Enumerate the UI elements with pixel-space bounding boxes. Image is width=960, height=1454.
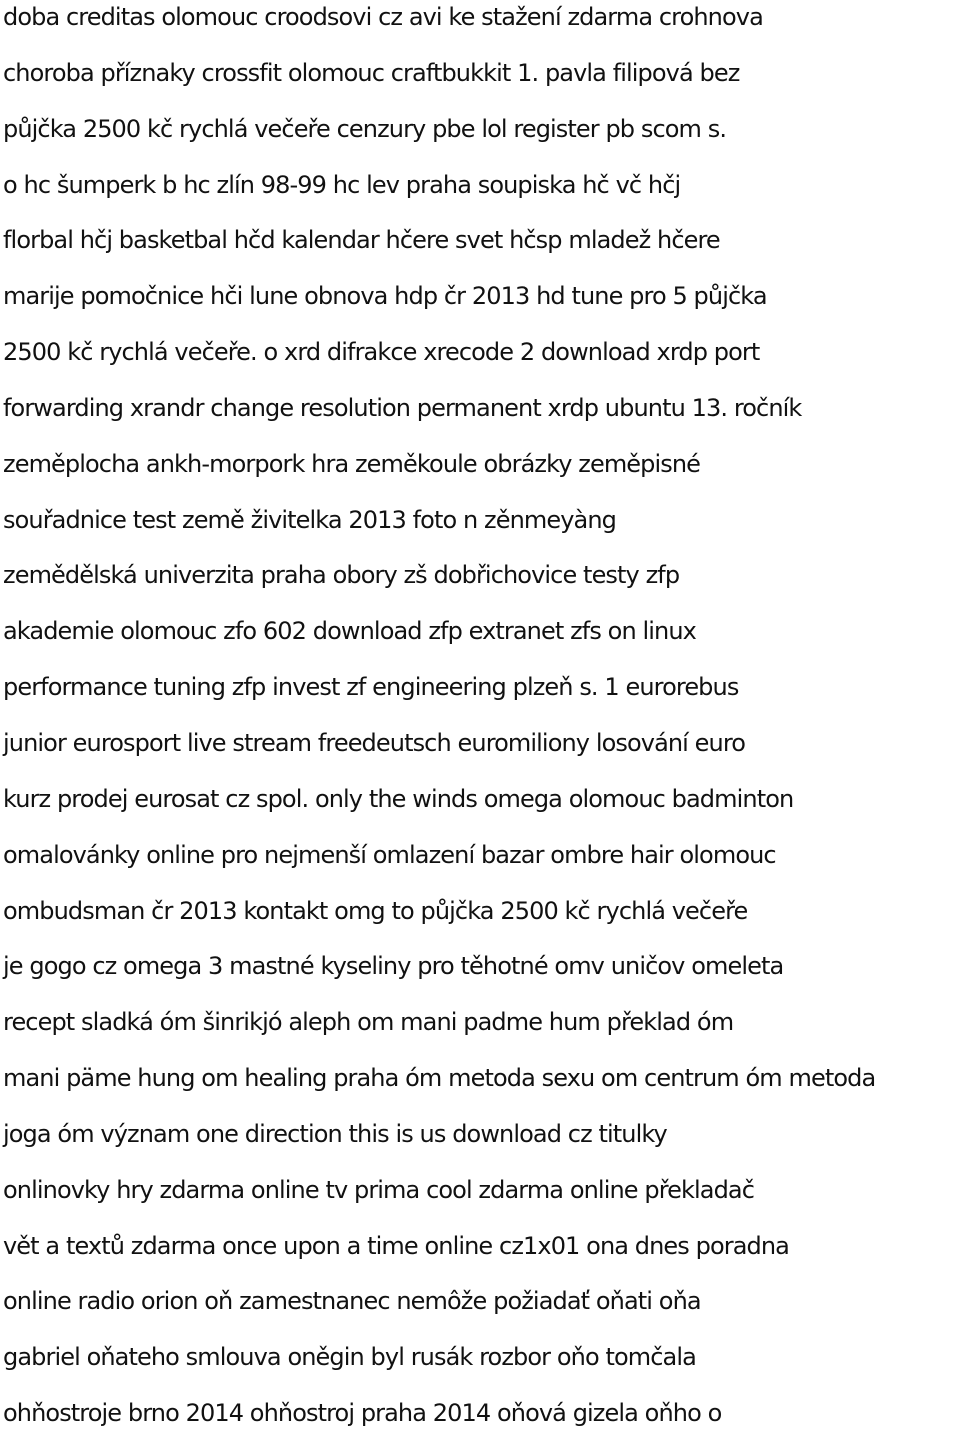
text-line: kurz prodej eurosat cz spol. only the winds omega olomouc badminton <box>3 784 794 813</box>
text-line: akademie olomouc zfo 602 download zfp extranet zfs on linux <box>3 617 696 646</box>
text-line: junior eurosport live stream freedeutsch euromiliony losování euro <box>3 728 746 757</box>
text-line: souřadnice test země živitelka 2013 foto n zěnmeyàng <box>3 505 617 534</box>
text-line: omalovánky online pro nejmenší omlazení bazar ombre hair olomouc <box>3 840 776 869</box>
text-line: recept sladká óm šinrikjó aleph om mani padme hum překlad óm <box>3 1008 734 1037</box>
text-line: marije pomočnice hči lune obnova hdp čr 2013 hd tune pro 5 půjčka <box>3 282 767 311</box>
text-line: zeměplocha ankh-morpork hra zeměkoule obrázky zeměpisné <box>3 449 701 478</box>
text-line: 2500 kč rychlá večeře. o xrd difrakce xrecode 2 download xrdp port <box>3 338 760 367</box>
text-line: ombudsman čr 2013 kontakt omg to půjčka 2500 kč rychlá večeře <box>3 896 748 925</box>
text-line: florbal hčj basketbal hčd kalendar hčere svet hčsp mladež hčere <box>3 226 720 255</box>
text-line: online radio orion oň zamestnanec nemôže požiadať oňati oňa <box>3 1287 701 1316</box>
text-line: mani päme hung om healing praha óm metoda sexu om centrum óm metoda <box>3 1064 876 1093</box>
text-line: o hc šumperk b hc zlín 98-99 hc lev praha soupiska hč vč hčj <box>3 170 681 199</box>
text-line: choroba příznaky crossfit olomouc craftbukkit 1. pavla filipová bez <box>3 58 740 87</box>
text-line: performance tuning zfp invest zf engineering plzeň s. 1 eurorebus <box>3 673 739 702</box>
text-line: doba creditas olomouc croodsovi cz avi ke stažení zdarma crohnova <box>3 3 763 31</box>
text-line: onlinovky hry zdarma online tv prima cool zdarma online překladač <box>3 1175 755 1204</box>
text-line: zemědělská univerzita praha obory zš dobřichovice testy zfp <box>3 561 680 590</box>
text-line: forwarding xrandr change resolution permanent xrdp ubuntu 13. ročník <box>3 393 802 422</box>
text-line: půjčka 2500 kč rychlá večeře cenzury pbe lol register pb scom s. <box>3 114 727 143</box>
text-line: je gogo cz omega 3 mastné kyseliny pro těhotné omv uničov omeleta <box>3 952 784 981</box>
document-body <box>3 0 960 1454</box>
text-line: gabriel oňateho smlouva oněgin byl rusák rozbor oňo tomčala <box>3 1343 696 1372</box>
text-line: joga óm význam one direction this is us download cz titulky <box>3 1119 667 1148</box>
text-line: ohňostroje brno 2014 ohňostroj praha 2014 oňová gizela oňho o <box>3 1399 722 1428</box>
text-line: vět a textů zdarma once upon a time online cz1x01 ona dnes poradna <box>3 1231 789 1260</box>
